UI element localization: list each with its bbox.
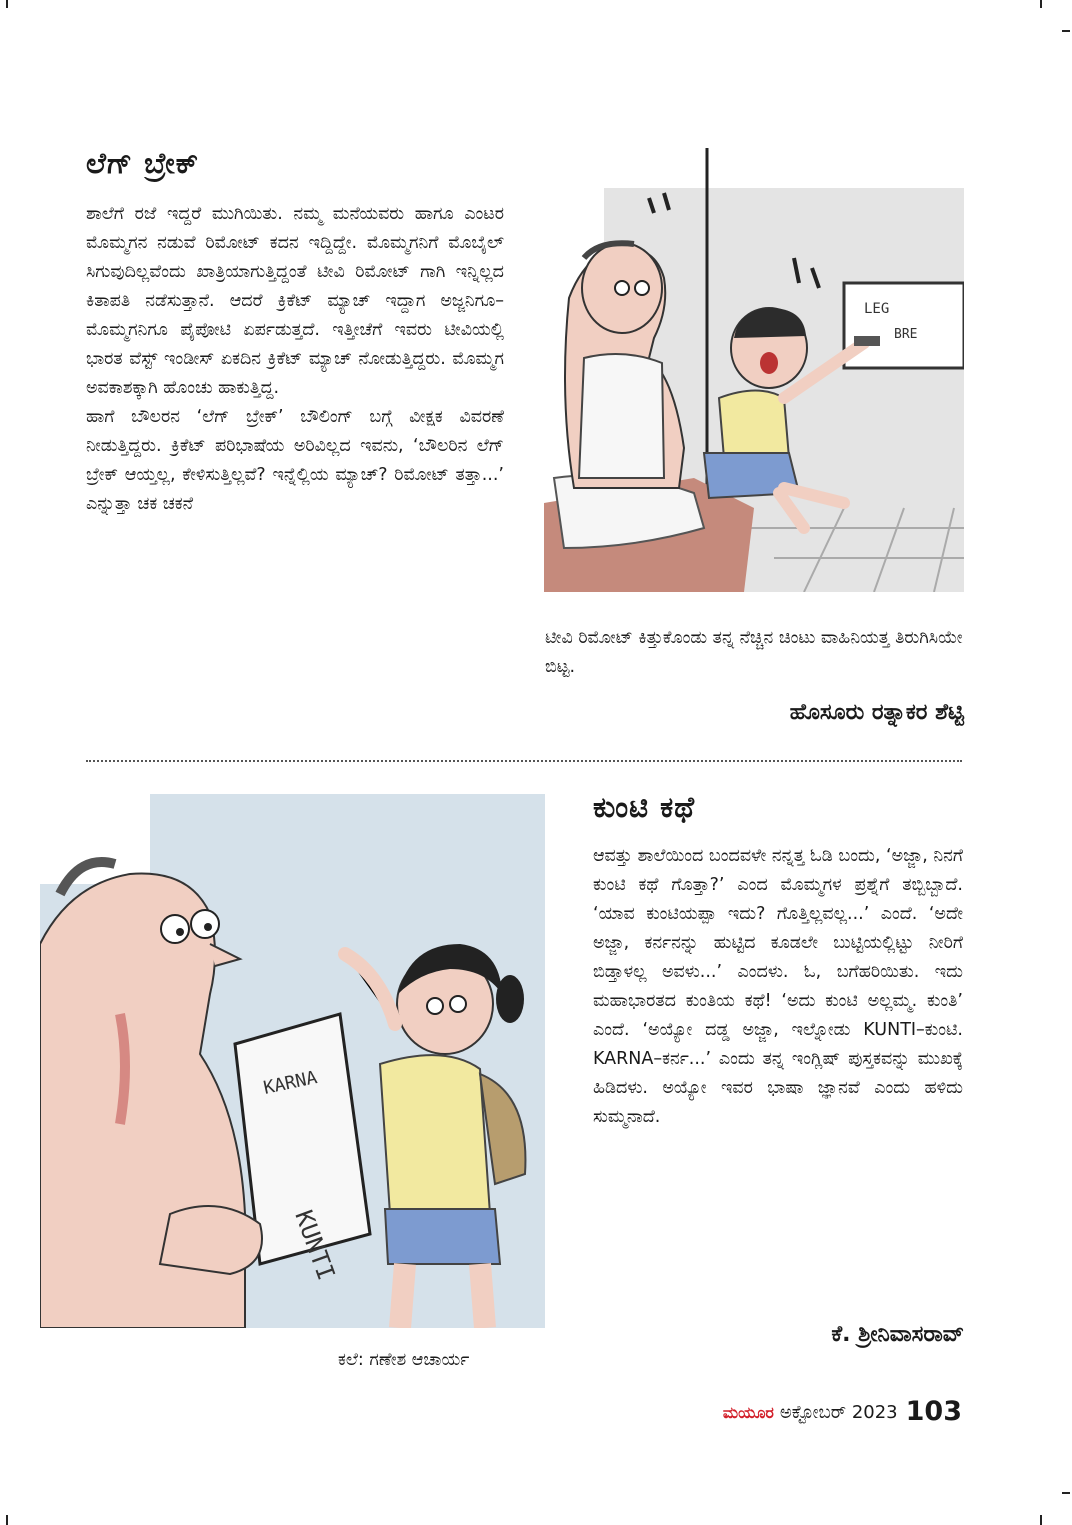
crop-mark-bottom-left (6, 1515, 8, 1525)
story1-paragraph-2: ಹಾಗೆ ಬೌಲರನ ‘ಲೆಗ್ ಬ್ರೇಕ್’ ಬೌಲಿಂಗ್ ಬಗ್ಗೆ ವೀಕ್ಷಕ ವಿವರಣೆ ನೀಡುತ್ತಿದ್ದರು. ಕ್ರಿಕೆಟ್ ಪರಿಭಾಷೆಯ ಅರಿವಿಲ್ಲದ ಇವನು, ‘ಬೌಲರಿನ ಲೆಗ್ ಬ್ರೇಕ್ ಆಯ್ತಲ್ಲ, ಕೇಳಿಸುತ್ತಿಲ್ಲವೆ? ಇನ್ನೆಲ್ಲಿಯ ಮ್ಯಾಚ್? ರಿಮೋಟ್ ತತ್ತಾ...’ ಎನ್ನುತ್ತಾ ಚಕ ಚಕನೆ (86, 407, 504, 514)
tv-screen-text-1: LEG (864, 301, 890, 317)
story2-title: ಕುಂಟಿ ಕಥೆ (593, 790, 696, 824)
section-divider (86, 760, 962, 762)
crop-mark-top-left (6, 0, 8, 8)
story1-body (86, 200, 504, 519)
tv-screen-text-2: BRE (894, 327, 918, 342)
story2-body (593, 842, 963, 1132)
crop-mark-right-upper (1062, 30, 1070, 32)
art-credit: ಕಲೆ: ಗಣೇಶ ಆಚಾರ್ಯ (338, 1350, 470, 1370)
story1-continuation: ಟೀವಿ ರಿಮೋಟ್ ಕಿತ್ತುಕೊಂಡು ತನ್ನ ನೆಚ್ಚಿನ ಚಿಂಟು ವಾಹಿನಿಯತ್ತ ತಿರುಗಿಸಿಯೇ ಬಿಟ್ಟ. (545, 628, 963, 677)
story2-author: ಕೆ. ಶ್ರೀನಿವಾಸರಾವ್ (831, 1322, 964, 1347)
story2-illustration (40, 794, 545, 1328)
issue-date: ಅಕ್ಟೋಬರ್ 2023 (779, 1402, 898, 1423)
book-text-2: KUNTI (289, 1206, 341, 1284)
book-text-1: KARNA (261, 1067, 320, 1099)
page-number: 103 (905, 1396, 962, 1427)
story1-illustration-art (544, 148, 964, 592)
crop-mark-right-lower (1062, 1492, 1070, 1494)
story2-illustration-art (40, 794, 545, 1328)
crop-mark-bottom-right (1040, 1515, 1042, 1525)
magazine-brand: ಮಯೂರ (722, 1403, 774, 1422)
story2-paragraph-1: ಆವತ್ತು ಶಾಲೆಯಿಂದ ಬಂದವಳೇ ನನ್ನತ್ತ ಓಡಿ ಬಂದು, ‘ಅಜ್ಜಾ, ನಿನಗೆ ಕುಂಟಿ ಕಥೆ ಗೊತ್ತಾ?’ ಎಂದ ಮೊಮ್ಮಗಳ ಪ್ರಶ್ನೆಗೆ ತಬ್ಬಿಬ್ಬಾದೆ. ‘ಯಾವ ಕುಂಟಿಯಪ್ಪಾ ಇದು? ಗೊತ್ತಿಲ್ಲವಲ್ಲ...’ ಎಂದೆ. ‘ಅದೇ ಅಜ್ಜಾ, ಕರ್ನನನ್ನು ಹುಟ್ಟಿದ ಕೂಡಲೇ ಬುಟ್ಟಿಯಲ್ಲಿಟ್ಟು ನೀರಿಗೆ ಬಿಡ್ತಾಳಲ್ಲ ಅವಳು...’ ಎಂದಳು. ಓ, ಬಗೆಹರಿಯಿತು. ಇದು ಮಹಾಭಾರತದ ಕುಂತಿಯ ಕಥೆ! ‘ಅದು ಕುಂಟಿ ಅಲ್ಲಮ್ಮ. ಕುಂತಿ’ ಎಂದೆ. ‘ಅಯ್ಯೋ ದಡ್ಡ ಅಜ್ಜಾ, ಇಲ್ನೋಡು KUNTI–ಕುಂಟಿ. KARNA–ಕರ್ನ...’ ಎಂದು ತನ್ನ ಇಂಗ್ಲಿಷ್ ಪುಸ್ತಕವನ್ನು ಮುಖಕ್ಕೆ ಹಿಡಿದಳು. ಅಯ್ಯೋ ಇವರ ಭಾಷಾ ಜ್ಞಾನವೆ ಎಂದು ಹಳಿದು ಸುಮ್ಮನಾದೆ. (593, 846, 963, 1127)
story1-title: ಲೆಗ್ ಬ್ರೇಕ್ (86, 146, 200, 180)
page-footer (723, 1396, 962, 1427)
story1-author: ಹೊಸೂರು ರತ್ನಾಕರ ಶೆಟ್ಟಿ (789, 700, 964, 725)
story1-paragraph-1: ಶಾಲೆಗೆ ರಜೆ ಇದ್ದರೆ ಮುಗಿಯಿತು. ನಮ್ಮ ಮನೆಯವರು ಹಾಗೂ ಎಂಟರ ಮೊಮ್ಮಗನ ನಡುವೆ ರಿಮೋಟ್ ಕದನ ಇದ್ದಿದ್ದೇ. ಮೊಮ್ಮಗನಿಗೆ ಮೊಬೈಲ್ ಸಿಗುವುದಿಲ್ಲವೆಂದು ಖಾತ್ರಿಯಾಗುತ್ತಿದ್ದಂತೆ ಟೀವಿ ರಿಮೋಟ್ ಗಾಗಿ ಇನ್ನಿಲ್ಲದ ಕಿತಾಪತಿ ನಡೆಸುತ್ತಾನೆ. ಆದರೆ ಕ್ರಿಕೆಟ್ ಮ್ಯಾಚ್ ಇದ್ದಾಗ ಅಜ್ಜನಿಗೂ– ಮೊಮ್ಮಗನಿಗೂ ಪೈಪೋಟಿ ಏರ್ಪಡುತ್ತದೆ. ಇತ್ತೀಚೆಗೆ ಇವರು ಟೀವಿಯಲ್ಲಿ ಭಾರತ ವೆಸ್ಟ್ ಇಂಡೀಸ್ ಏಕದಿನ ಕ್ರಿಕೆಟ್ ಮ್ಯಾಚ್ ನೋಡುತ್ತಿದ್ದರು. ಮೊಮ್ಮಗ ಅವಕಾಶಕ್ಕಾಗಿ ಹೊಂಚು ಹಾಕುತ್ತಿದ್ದ. (86, 204, 504, 398)
story1-illustration (544, 148, 964, 592)
crop-mark-top-right (1040, 0, 1042, 8)
